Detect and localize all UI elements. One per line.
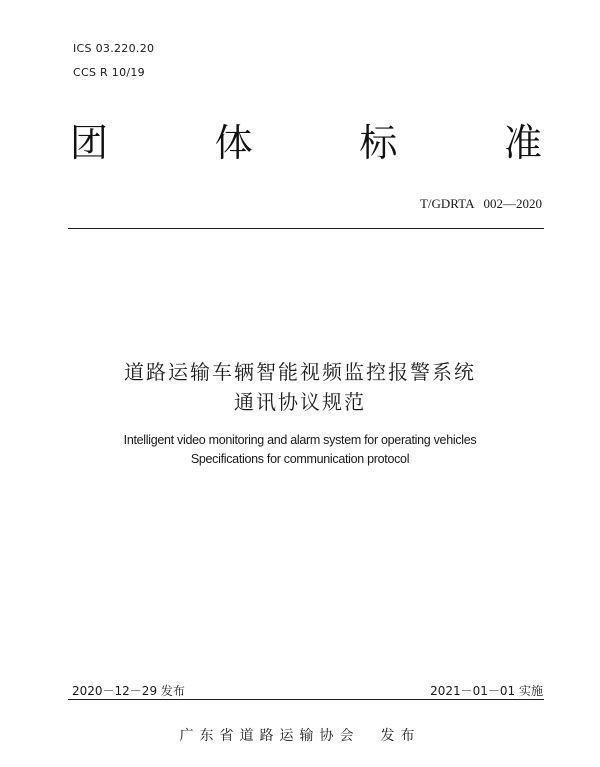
standard-type-char: 标 bbox=[359, 121, 398, 165]
standard-type-heading bbox=[70, 118, 542, 168]
standard-type-char: 准 bbox=[503, 121, 542, 165]
bottom-divider bbox=[68, 699, 544, 700]
issuing-organization: 广东省道路运输协会 发布 bbox=[179, 728, 421, 744]
top-divider bbox=[68, 228, 544, 229]
english-title-line-1: Intelligent video monitoring and alarm system for operating vehicles bbox=[123, 433, 477, 447]
chinese-title-line-1: 道路运输车辆智能视频监控报警系统 bbox=[124, 360, 476, 384]
standard-number: T/GDRTA 002—2020 bbox=[419, 196, 542, 211]
implementation-date: 2021－01－01 实施 bbox=[430, 684, 543, 698]
ccs-code: CCS R 10/19 bbox=[73, 66, 145, 79]
publish-date: 2020－12－29 发布 bbox=[72, 684, 185, 698]
chinese-title-line-2: 通讯协议规范 bbox=[234, 390, 366, 414]
standard-type-char: 体 bbox=[214, 121, 253, 165]
english-title-line-2: Specifications for communication protocol bbox=[190, 452, 410, 466]
ics-code: ICS 03.220.20 bbox=[73, 42, 155, 55]
standard-type-char: 团 bbox=[70, 121, 109, 165]
